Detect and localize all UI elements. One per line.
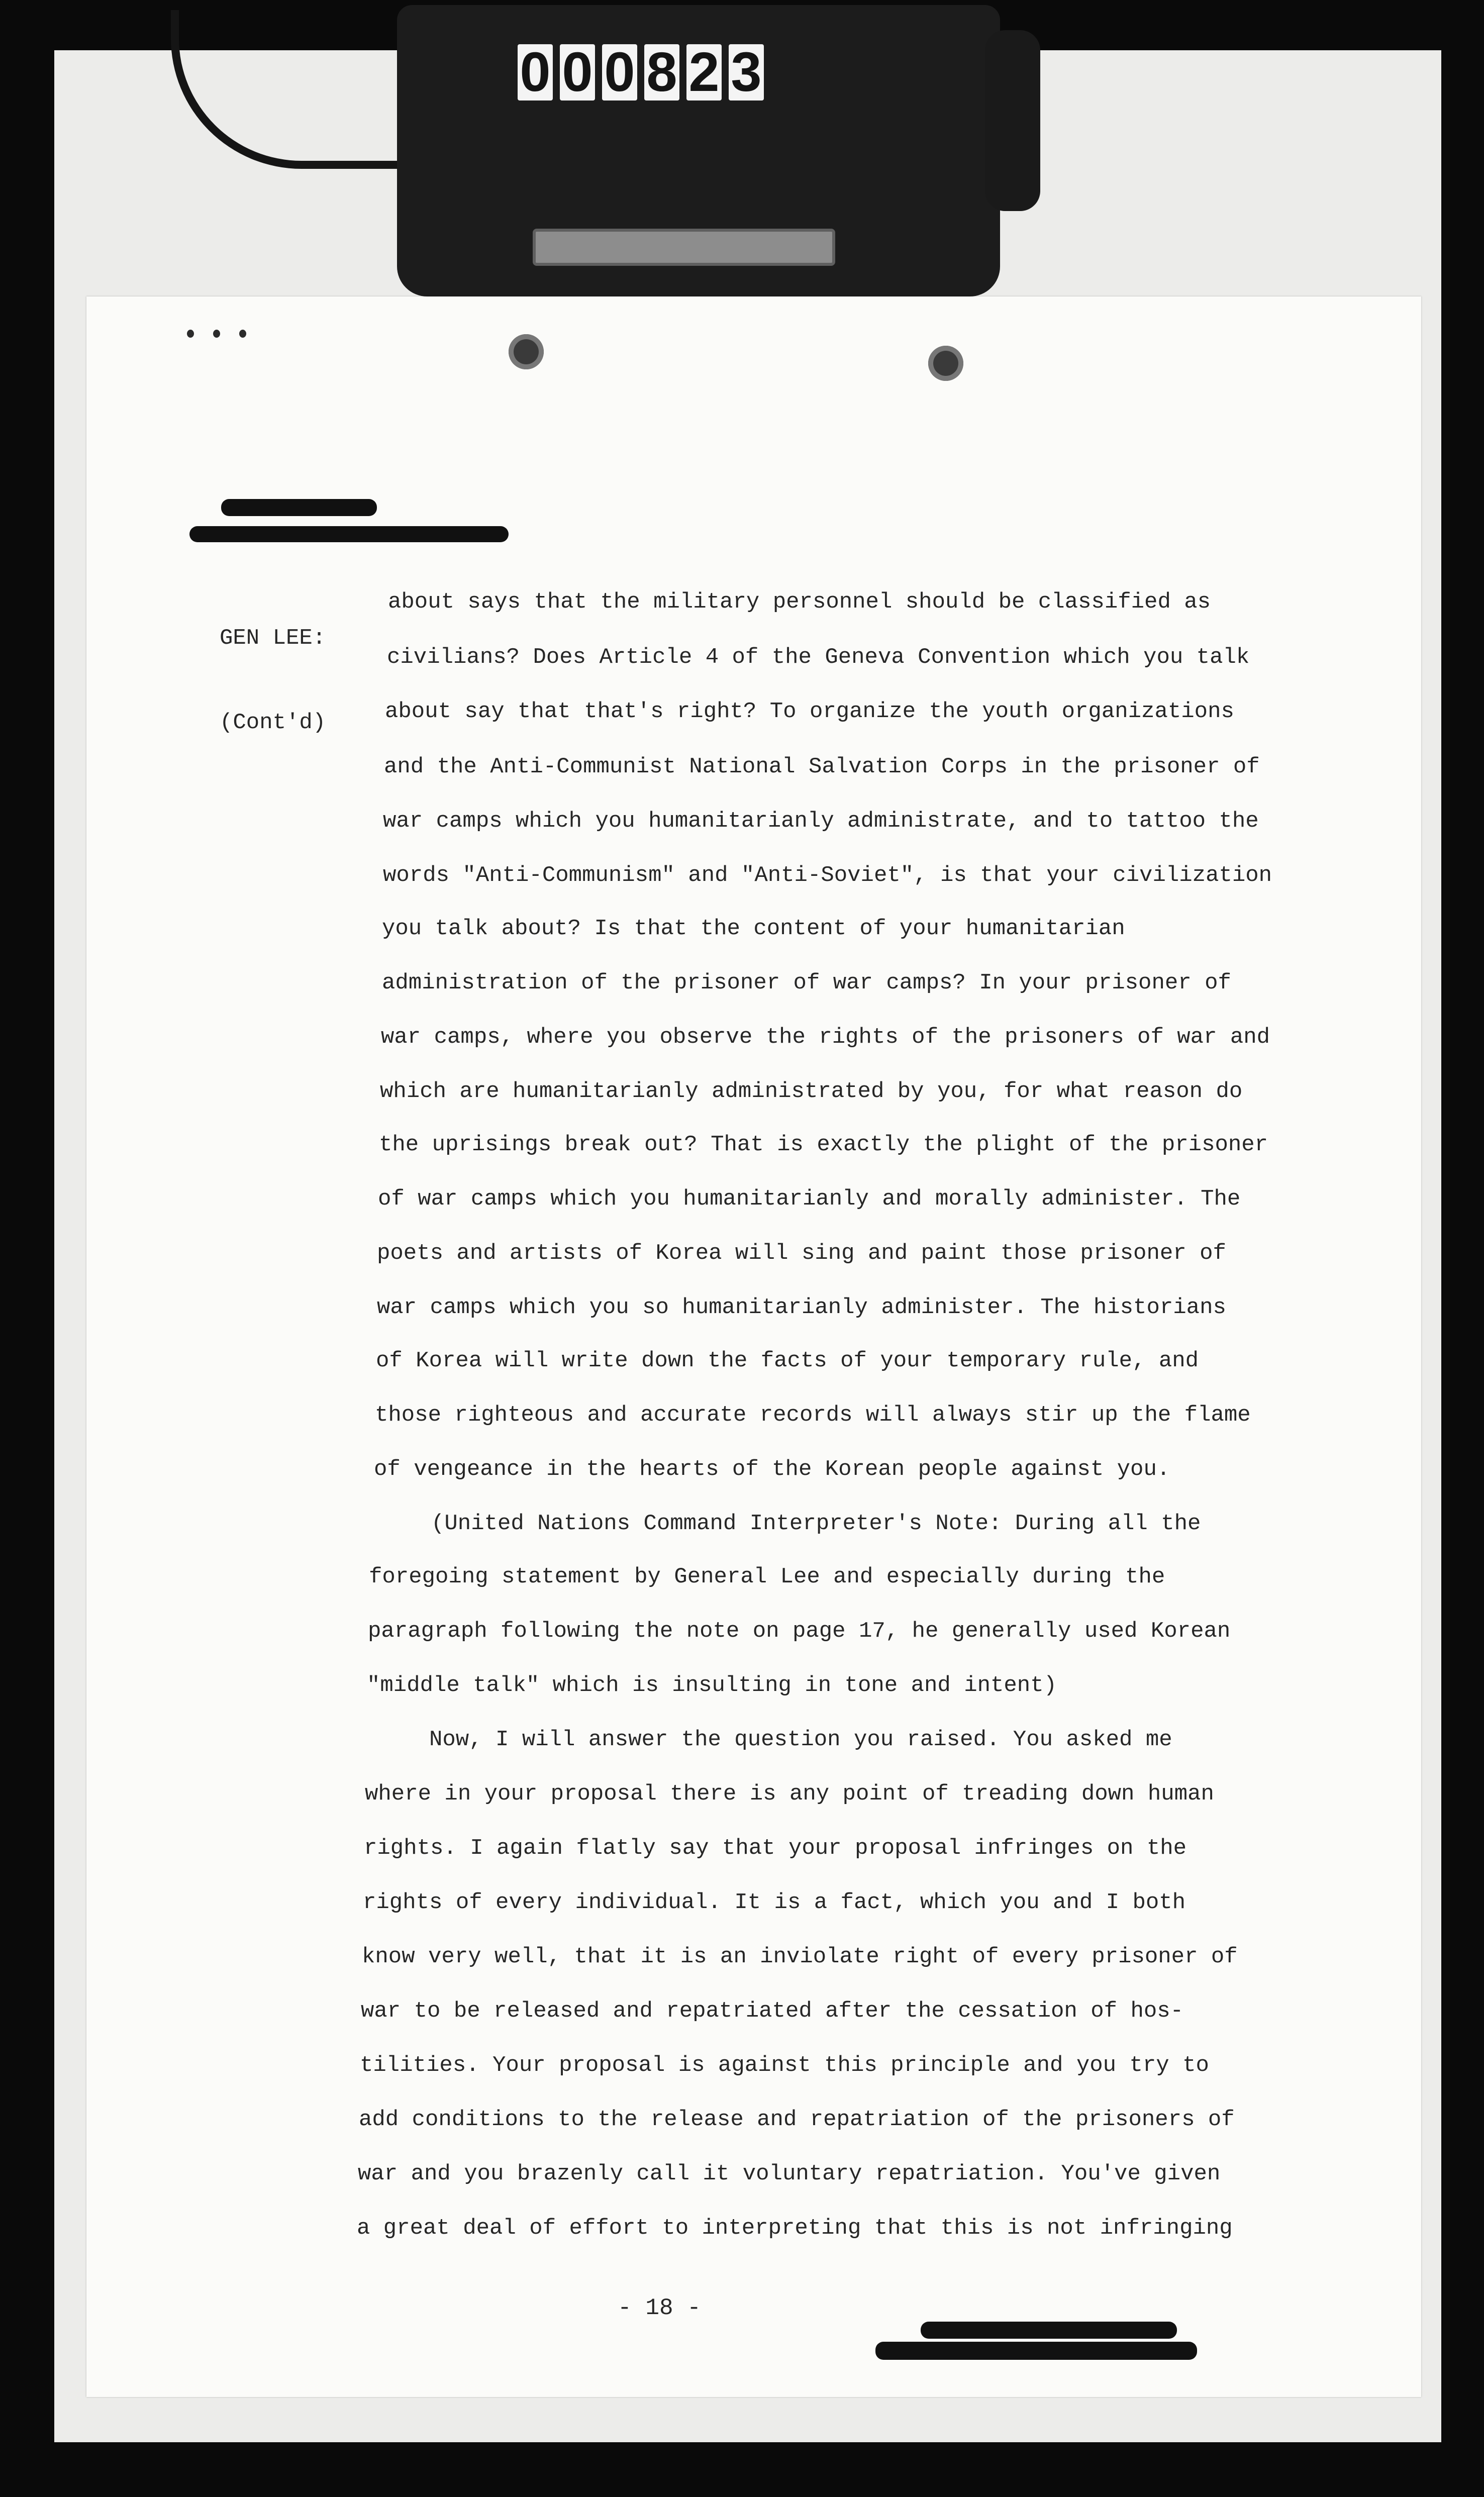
dot-mark (187, 330, 194, 338)
body-line: a great deal of effort to interpreting that this is not infringing (357, 2216, 1233, 2241)
body-line: about say that that's right? To organize the youth organizations (385, 699, 1234, 724)
counter-digit: 3 (729, 44, 764, 101)
body-line: tilities. Your proposal is against this principle and you try to (360, 2053, 1209, 2078)
body-line: rights. I again flatly say that your proposal infringes on the (364, 1836, 1187, 1861)
body-line: war and you brazenly call it voluntary repatriation. You've given (358, 2161, 1221, 2186)
body-line: "middle talk" which is insulting in tone and intent) (367, 1673, 1057, 1698)
body-line: you talk about? Is that the content of your humanitarian (382, 916, 1125, 941)
punch-hole-right (928, 346, 963, 381)
speaker-label (220, 568, 360, 793)
body-line: about says that the military personnel should be classified as (388, 589, 1211, 615)
dot-mark (213, 330, 220, 338)
body-line: Now, I will answer the question you raised. You asked me (429, 1727, 1172, 1752)
body-line: know very well, that it is an inviolate right of every prisoner of (362, 1944, 1238, 1969)
redaction-bar (921, 2322, 1177, 2339)
body-line: words "Anti-Communism" and "Anti-Soviet", is that your civilization (383, 863, 1272, 888)
body-line: war camps which you humanitarianly administrate, and to tattoo the (383, 809, 1259, 834)
dot-mark (239, 330, 246, 338)
margin-dots (187, 330, 246, 338)
body-line: war camps, where you observe the rights of the prisoners of war and (381, 1025, 1270, 1050)
body-line: civilians? Does Article 4 of the Geneva Convention which you talk (387, 645, 1250, 670)
body-line: of war camps which you humanitarianly and morally administer. The (378, 1186, 1241, 1212)
speaker-name: GEN LEE: (220, 626, 326, 651)
body-line: rights of every individual. It is a fact, which you and I both (363, 1890, 1186, 1915)
punch-hole-left (509, 334, 544, 369)
counter-knob (985, 30, 1040, 211)
body-line: war to be released and repatriated after the cessation of hos- (361, 1999, 1184, 2024)
body-line: (United Nations Command Interpreter's Note: During all the (431, 1511, 1201, 1536)
body-line: add conditions to the release and repatriation of the prisoners of (359, 2107, 1235, 2132)
body-line: war camps which you so humanitarianly administer. The historians (377, 1295, 1226, 1320)
counter-nameplate (533, 229, 835, 266)
body-line: poets and artists of Korea will sing and paint those prisoner of (377, 1241, 1226, 1266)
body-line: paragraph following the note on page 17, he generally used Korean (368, 1619, 1231, 1644)
page-number: - 18 - (618, 2295, 701, 2321)
body-line: of Korea will write down the facts of your temporary rule, and (376, 1348, 1199, 1373)
body-line: where in your proposal there is any point of treading down human (365, 1781, 1214, 1807)
redaction-bar (221, 499, 377, 516)
counter-digit: 0 (518, 44, 553, 101)
frame-counter (518, 41, 764, 103)
body-line: the uprisings break out? That is exactly the plight of the prisoner (379, 1132, 1268, 1157)
document-page (86, 296, 1421, 2397)
counter-digit: 0 (602, 44, 637, 101)
body-line: and the Anti-Communist National Salvation Corps in the prisoner of (384, 754, 1260, 779)
speaker-continuation: (Cont'd) (220, 710, 326, 735)
body-line: of vengeance in the hearts of the Korean people against you. (374, 1457, 1170, 1482)
body-line: foregoing statement by General Lee and especially during the (369, 1564, 1165, 1589)
counter-digit: 2 (686, 44, 722, 101)
body-line: administration of the prisoner of war camps? In your prisoner of (382, 970, 1231, 995)
redacted-classification-heading (189, 526, 509, 542)
counter-digit: 0 (560, 44, 595, 101)
body-line: which are humanitarianly administrated by you, for what reason do (380, 1079, 1243, 1104)
body-line: those righteous and accurate records will always stir up the flame (375, 1403, 1251, 1428)
counter-digit: 8 (644, 44, 679, 101)
redacted-classification-footer (875, 2342, 1197, 2360)
